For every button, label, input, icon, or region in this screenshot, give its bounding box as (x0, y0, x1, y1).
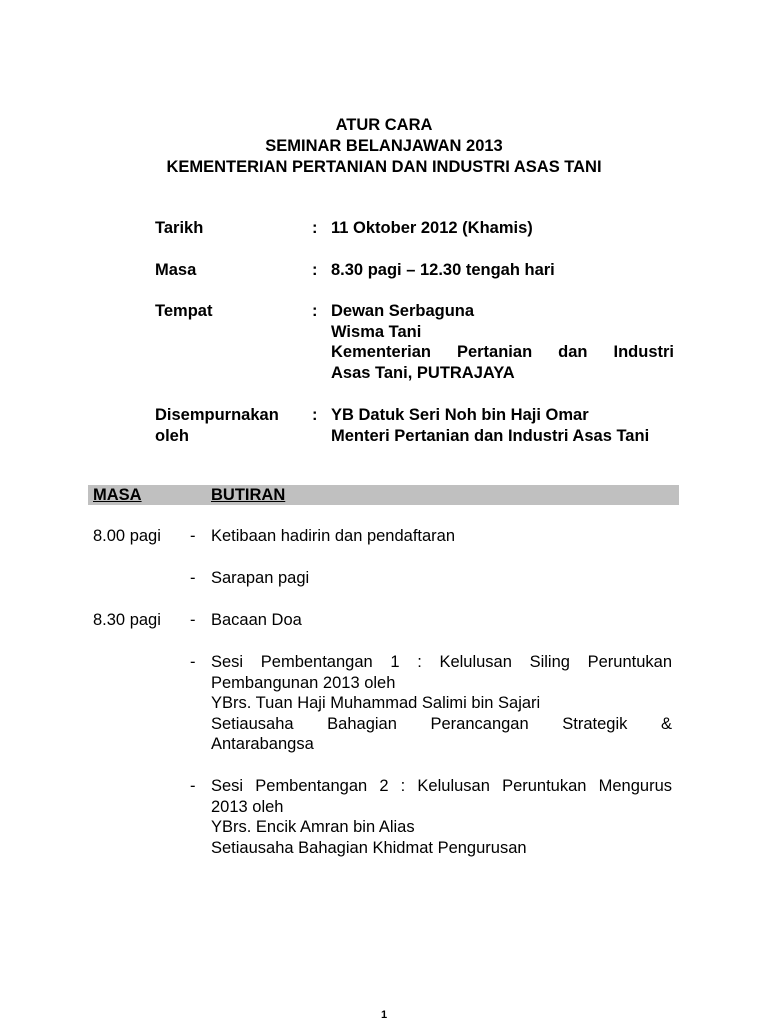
schedule-text-3: Bacaan Doa (211, 611, 302, 629)
info-colon: : (312, 302, 318, 320)
schedule-dash: - (190, 569, 196, 587)
info-value-tempat (331, 301, 674, 383)
info-label-tempat: Tempat (155, 302, 213, 320)
info-label-masa: Masa (155, 261, 197, 279)
session-1-line-5: Antarabangsa (211, 735, 314, 753)
schedule-dash: - (190, 653, 196, 671)
disempurnakan-label-line-1: Disempurnakan (155, 406, 279, 424)
disempurnakan-line-2: Menteri Pertanian dan Industri Asas Tani (331, 426, 650, 445)
session-2-line-3: YBrs. Encik Amran bin Alias (211, 818, 415, 836)
session-2-line-2: 2013 oleh (211, 797, 284, 816)
info-value-masa: 8.30 pagi – 12.30 tengah hari (331, 261, 555, 279)
info-colon: : (312, 219, 318, 237)
session-1-line-1: Sesi Pembentangan 1 : Kelulusan Siling Peruntukan (211, 653, 672, 671)
session-2-line-1: Sesi Pembentangan 2 : Kelulusan Peruntukan Mengurus (211, 777, 672, 795)
schedule-text-1: Ketibaan hadirin dan pendaftaran (211, 527, 456, 545)
info-value-tarikh: 11 Oktober 2012 (Khamis) (331, 219, 533, 237)
title-line-2: SEMINAR BELANJAWAN 2013 (265, 137, 503, 155)
session-1-line-4: Setiausaha Bahagian Perancangan Strategik & (211, 714, 672, 733)
info-label-disempurnakan (155, 405, 305, 446)
info-colon: : (312, 406, 318, 424)
info-value-disempurnakan (331, 405, 674, 446)
table-header-butiran: BUTIRAN (211, 486, 286, 504)
schedule-dash: - (190, 777, 196, 795)
schedule-dash: - (190, 527, 196, 545)
schedule-text-4 (211, 652, 672, 755)
page-number: 1 (380, 1009, 388, 1021)
table-header-bar (88, 485, 679, 505)
schedule-time-3: 8.30 pagi (93, 611, 161, 629)
schedule-text-2: Sarapan pagi (211, 569, 310, 587)
table-header-masa: MASA (93, 486, 142, 504)
schedule-text-5 (211, 776, 672, 858)
tempat-line-3: Kementerian Pertanian dan Industri (331, 343, 674, 361)
tempat-line-1: Dewan Serbaguna (331, 302, 475, 320)
info-label-tarikh: Tarikh (155, 219, 204, 237)
tempat-line-2: Wisma Tani (331, 322, 422, 341)
title-line-1: ATUR CARA (335, 116, 433, 134)
schedule-time-1: 8.00 pagi (93, 527, 161, 545)
schedule-dash: - (190, 611, 196, 629)
session-1-line-3: YBrs. Tuan Haji Muhammad Salimi bin Sajari (211, 694, 541, 712)
session-1-line-2: Pembangunan 2013 oleh (211, 673, 396, 692)
disempurnakan-line-1: YB Datuk Seri Noh bin Haji Omar (331, 406, 589, 424)
disempurnakan-label-line-2: oleh (155, 426, 189, 445)
info-colon: : (312, 261, 318, 279)
session-2-line-4: Setiausaha Bahagian Khidmat Pengurusan (211, 838, 527, 857)
tempat-line-4: Asas Tani, PUTRAJAYA (331, 363, 515, 382)
title-line-3: KEMENTERIAN PERTANIAN DAN INDUSTRI ASAS TANI (166, 158, 602, 176)
